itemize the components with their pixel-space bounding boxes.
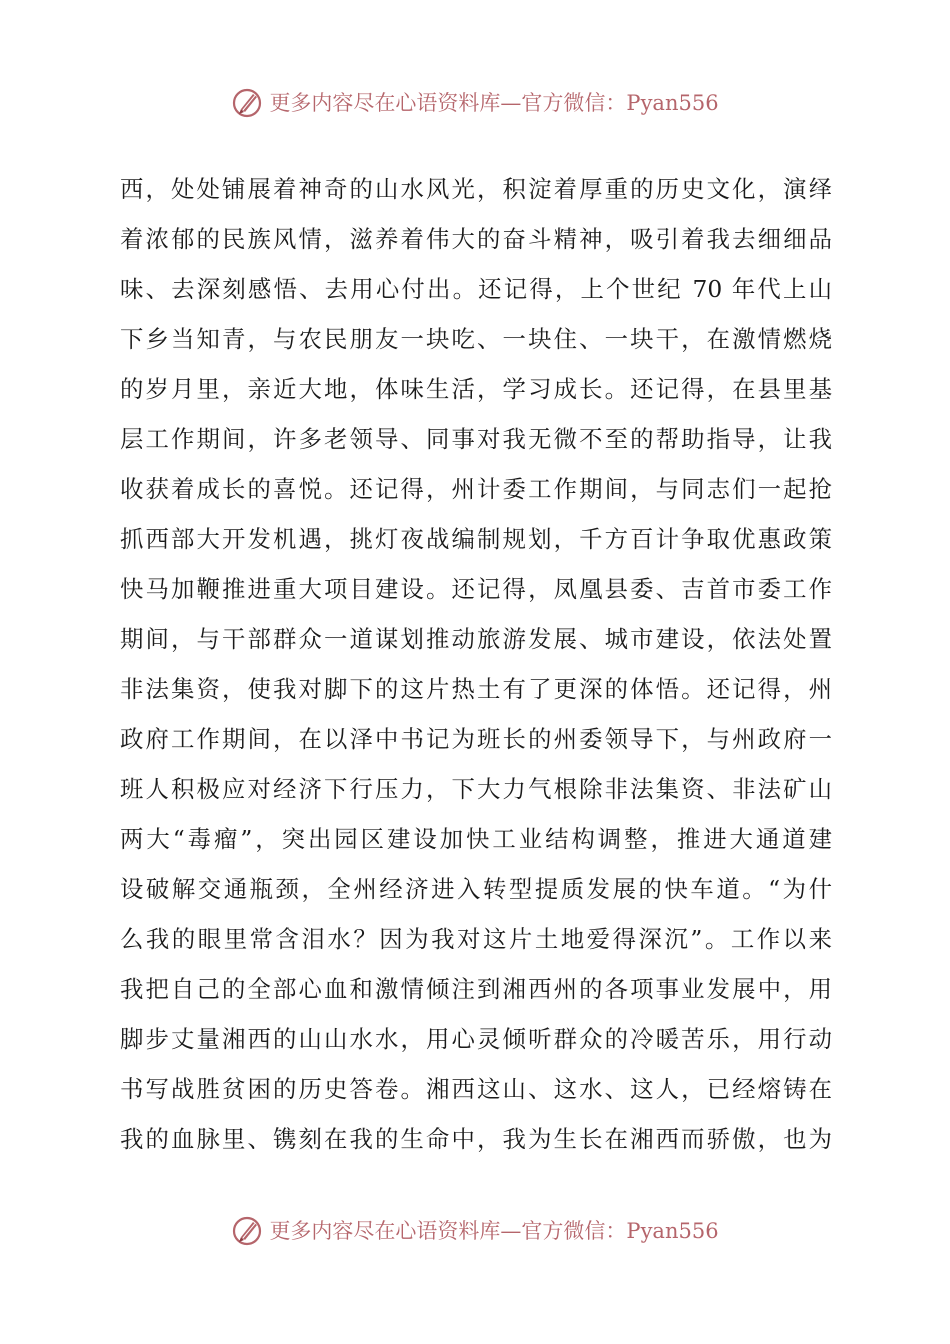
header-banner: [0, 82, 950, 122]
text-line: 西，处处铺展着神奇的山水风光，积淀着厚重的历史文化，演绎: [120, 175, 832, 203]
footer-banner: [0, 1210, 950, 1250]
text-line: 脚步丈量湘西的山山水水，用心灵倾听群众的冷暖苦乐，用行动: [120, 1025, 832, 1053]
text-line: 收获着成长的喜悦。还记得，州计委工作期间，与同志们一起抢: [120, 475, 832, 503]
text-line: 非法集资，使我对脚下的这片热土有了更深的体悟。还记得，州: [120, 675, 832, 703]
text-line: 的岁月里，亲近大地，体味生活，学习成长。还记得，在县里基: [120, 375, 832, 403]
text-line: 层工作期间，许多老领导、同事对我无微不至的帮助指导，让我: [120, 425, 832, 453]
pen-nib-circle-icon: [231, 85, 265, 119]
body-paragraph: [120, 164, 832, 1164]
text-line: 书写战胜贫困的历史答卷。湘西这山、这水、这人，已经熔铸在: [120, 1075, 832, 1103]
text-line: 着浓郁的民族风情，滋养着伟大的奋斗精神，吸引着我去细细品: [120, 225, 832, 253]
text-line: 两大“毒瘤”，突出园区建设加快工业结构调整，推进大通道建: [120, 825, 832, 853]
text-line: 期间，与干部群众一道谋划推动旅游发展、城市建设，依法处置: [120, 625, 832, 653]
text-line: 抓西部大开发机遇，挑灯夜战编制规划，千方百计争取优惠政策: [120, 525, 832, 553]
text-line: 快马加鞭推进重大项目建设。还记得，凤凰县委、吉首市委工作: [120, 575, 832, 603]
text-line: 下乡当知青，与农民朋友一块吃、一块住、一块干，在激情燃烧: [120, 325, 832, 353]
text-line: 味、去深刻感悟、去用心付出。还记得，上个世纪 70 年代上山: [120, 275, 832, 303]
text-line: 我把自己的全部心血和激情倾注到湘西州的各项事业发展中，用: [120, 975, 832, 1003]
header-banner-text: 更多内容尽在心语资料库—官方微信：Pyan556: [269, 91, 719, 115]
text-line: 么我的眼里常含泪水？因为我对这片土地爱得深沉”。工作以来: [120, 925, 832, 953]
text-line: 班人积极应对经济下行压力，下大力气根除非法集资、非法矿山: [120, 775, 832, 803]
footer-banner-text: 更多内容尽在心语资料库—官方微信：Pyan556: [269, 1219, 719, 1243]
text-line: 政府工作期间，在以泽中书记为班长的州委领导下，与州政府一: [120, 725, 832, 753]
text-line: 我的血脉里、镌刻在我的生命中，我为生长在湘西而骄傲，也为: [120, 1125, 832, 1153]
pen-nib-circle-icon: [231, 1213, 265, 1247]
text-line: 设破解交通瓶颈，全州经济进入转型提质发展的快车道。“为什: [120, 875, 832, 903]
